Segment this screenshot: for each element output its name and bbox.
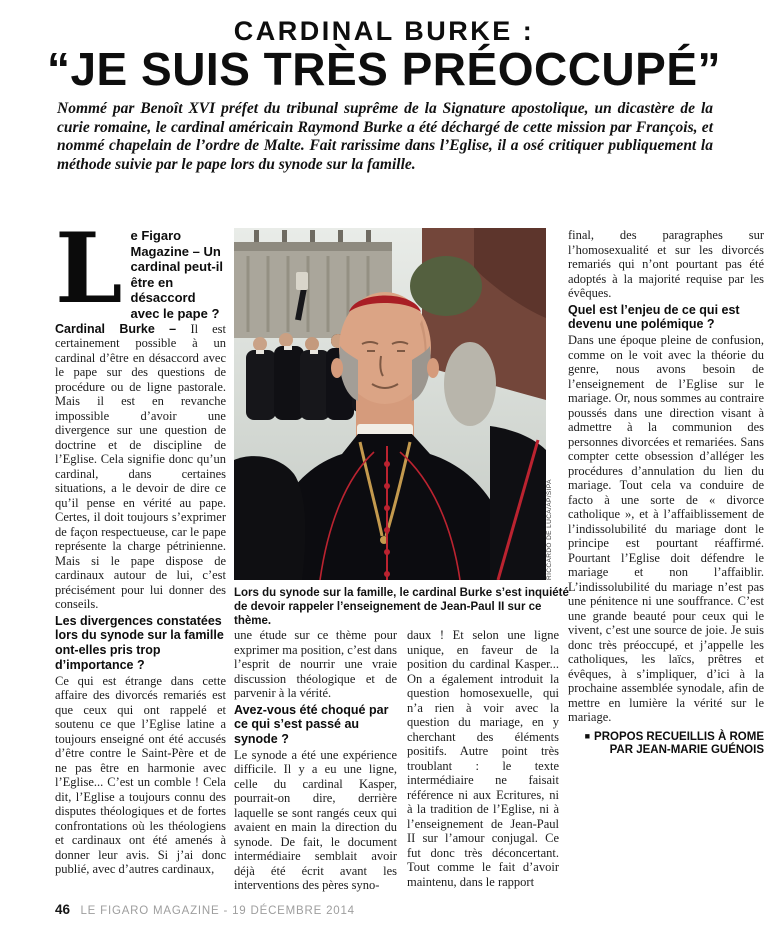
byline — [568, 731, 764, 758]
page-footer — [55, 901, 355, 919]
body-text: une étude sur ce thème pour exprimer ma position, c’est dans l’esprit de nourrir une vraie discussion théologique et de parvenir à la vérité. — [234, 628, 397, 700]
photo-cardinal-burke — [234, 228, 546, 580]
lead-question: e Figaro Magazine – Un cardinal peut-il être en désaccord avec le pape ? — [130, 228, 223, 321]
opening-paragraph — [55, 212, 226, 612]
question-heading: Avez-vous été choqué par ce qui s’est passé au synode ? — [234, 702, 389, 747]
photo-caption: Lors du synode sur la famille, le cardinal Burke s’est inquiété de devoir rappeler l’enseignement de Jean-Paul II sur ce thème. — [234, 587, 569, 627]
photo-illustration — [234, 228, 546, 580]
kicker: CARDINAL BURKE : — [233, 16, 535, 46]
column-3 — [407, 628, 559, 889]
headline: “JE SUIS TRÈS PRÉOCCUPÉ” — [46, 43, 722, 95]
column-4 — [568, 228, 764, 758]
footer-text: LE FIGARO MAGAZINE - 19 DÉCEMBRE 2014 — [80, 905, 355, 917]
speaker-label: Cardinal Burke – — [55, 321, 191, 336]
question-heading: Quel est l’enjeu de ce qui est devenu une polémique ? — [568, 302, 740, 332]
byline-line2: PAR JEAN-MARIE GUÉNOIS — [609, 744, 764, 757]
byline-bullet-icon: ■ — [584, 730, 591, 741]
drop-cap: L — [55, 212, 123, 325]
column-1 — [55, 212, 226, 877]
photo-credit: RICCARDO DE LUCA/AP/SIPA — [546, 479, 553, 580]
foreground-figure-right — [490, 426, 546, 580]
background-figure — [444, 342, 496, 426]
body-text: daux ! Et selon une ligne unique, en faveur de la position du cardinal Kasper... On a également introduit la question homosexuelle, qui n’a rien à voir avec la question du mariage, en y cherchant des éléments positifs. Autre point très troublant : le texte intermédiaire ne faisait référence ni aux Ecritures, ni à la tradition de l’Eglise, ni à l’enseignement de Jean-Paul II sur l’amour conjugal. Ce fut donc très déconcertant. Tout comme le fait d’avoir maintenu, dans le rapport — [407, 628, 559, 889]
answer-text: Il est certainement possible à un cardinal d’être en désaccord avec le pape sur des questions de procédure ou de ligne pastorale. Mais il est en revanche impossible d’avoir une divergence sur une question de doctrine et de discipline de l’Eglise. Cela signifie donc qu’un cardinal, dans certaines situations, a le devoir de dire ce qu’il pense en vérité au pape. Certes, il doit toujours s’exprimer de façon respectueuse, car le pape représente la charge pétrinienne. Mais si le pape dispose de cardinaux autour de lui, c’est précisément pour lui donner des conseils. — [55, 321, 226, 612]
standfirst: Nommé par Benoît XVI préfet du tribunal suprême de la Signature apostolique, un dicastère de la curie romaine, le cardinal américain Raymond Burke a été déchargé de cette mission par François, et nommé chapelain de l’ordre de Malte. Fait rarissime dans l’Eglise, il a osé critiquer publiquement la méthode suivie par le pape lors du synode sur la famille. — [57, 100, 713, 173]
answer-text: Ce qui est étrange dans cette affaire des divorcés remariés est que ceux qui ont rappelé et soutenu ce que l’Eglise latine a toujours enseigné ont été accusés d’être contre le Saint-Père et de ne pas être en harmonie avec l’Eglise... C’est un comble ! Cela dit, l’Eglise a toujours connu des disputes théologiques et de fortes confrontations où les théologiens et cardinaux ont été amenés à donner leur avis. Si j’ai donc publié, avec d’autres cardinaux, — [55, 673, 226, 877]
answer-text: Le synode a été une expérience difficile. Il y a eu une ligne, celle du cardinal Kasper, pourrait-on dire, derrière laquelle se sont rangés ceux qui avaient en main la direction du synode. De fait, le document intermédiaire semblait avoir déjà été écrit avant les interventions des pères syno- — [234, 747, 397, 893]
column-2 — [234, 628, 397, 893]
question-heading: Les divergences constatées lors du synode sur la famille ont-elles pris trop d’importance ? — [55, 613, 224, 672]
body-text: final, des paragraphes sur l’homosexualité et sur les divorcés remariés qui n’ont pourtant pas été adoptés à la majorité requise par les évêques. — [568, 228, 764, 300]
answer-text: Dans une époque pleine de confusion, comme on le voit avec la théorie du genre, nous avons besoin de l’enseignement de l’Eglise sur le mariage. Or, nous sommes au contraire poussés dans une direction visant à admettre à la communion des personnes divorcées et remariées. Sans compter cette obsession d’alléger les procédures d’annulation du lien du mariage. Tout cela va conduire de facto à une sorte de « divorce catholique », et à l’affaiblissement de l’indissolubilité du mariage dont le principe est pourtant réaffirmé. Pourtant l’Eglise doit défendre le mariage et non l’affaiblir. L’indissolubilité du mariage n’est pas une pénitence ni une souffrance. C’est une grande beauté pour ceux qui le vivent, c’est une source de joie. Je suis donc très préoccupé, et j’appelle les catholiques, les laïcs, prêtres et évêques, à s’impliquer, d’ici à la prochaine assemblée synodale, afin de mettre en lumière la vérité sur le mariage. — [568, 333, 764, 725]
page-number: 46 — [55, 902, 71, 917]
byline-line1: PROPOS RECUEILLIS À ROME — [594, 730, 764, 743]
